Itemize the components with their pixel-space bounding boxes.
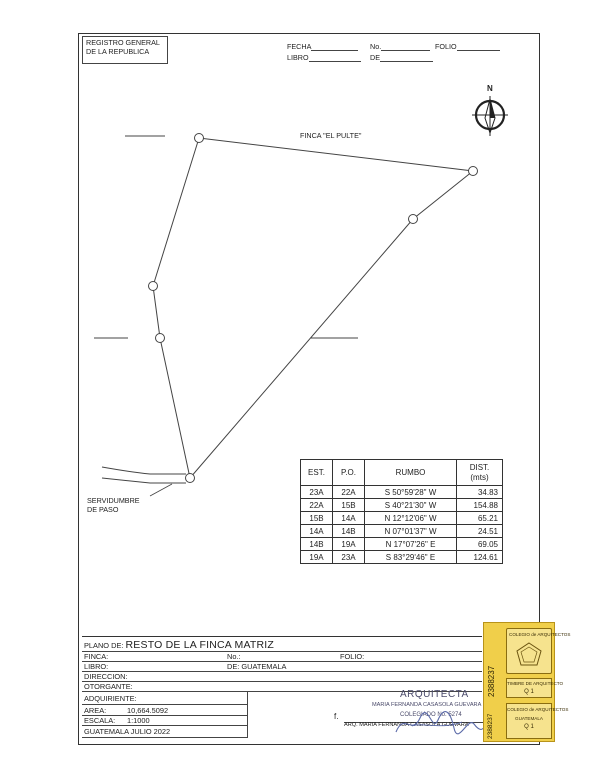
- rule: [82, 671, 482, 672]
- stamp-number-top: 2388237: [487, 665, 496, 697]
- cell-dist: 24.51: [457, 525, 503, 538]
- easement-leader: [150, 484, 172, 496]
- col-rumbo: RUMBO: [365, 460, 457, 486]
- registry-line-1: REGISTRO GENERAL: [86, 38, 160, 47]
- registry-line-2: DE LA REPUBLICA: [86, 47, 150, 56]
- title-block-divider: [247, 691, 248, 738]
- otorgante-label: OTORGANTE:: [84, 682, 133, 691]
- folio-label: FOLIO: [435, 42, 457, 51]
- arq-name-printed: ARQ. MARIA FERNANDA CASASOLA GUEVARA: [344, 722, 469, 728]
- signature-scribble: [392, 706, 492, 740]
- colegiado-stamp: COLEGIADO No. 5274: [400, 712, 462, 718]
- cell-po: 14A: [333, 512, 365, 525]
- escala-label: ESCALA:: [84, 716, 116, 725]
- cell-po: 22A: [333, 486, 365, 499]
- north-arrow-icon: [472, 96, 508, 136]
- north-label: N: [487, 84, 493, 93]
- stamp-quetzal-top: Q 1: [524, 689, 534, 695]
- table-row: [301, 551, 503, 564]
- stamp-guatemala-label: GUATEMALA: [515, 716, 543, 721]
- easement-road-upper: [102, 467, 186, 474]
- stamp-timbre: [506, 678, 564, 698]
- cell-rumbo: N 12°12'06" W: [365, 512, 457, 525]
- col-dist-unit: (mts): [470, 472, 489, 482]
- table-row: [301, 512, 503, 525]
- plano-de-field: [84, 639, 274, 651]
- easement-label-1: SERVIDUMBRE: [87, 496, 140, 505]
- cell-rumbo: S 40°21'30" W: [365, 499, 457, 512]
- survey-table-header: [301, 460, 503, 486]
- title-block-top-rule: [82, 636, 482, 637]
- libro-label: LIBRO: [287, 53, 309, 62]
- area-label: AREA:: [84, 706, 107, 715]
- stamp-college-label: COLEGIO de ARQUITECTOS: [509, 632, 571, 637]
- de-value: DE: GUATEMALA: [227, 662, 287, 671]
- stamp-timbre-label: TIMBRE DE ARQUITECTO: [507, 681, 564, 686]
- cell-dist: 154.88: [457, 499, 503, 512]
- col-dist: [457, 460, 503, 486]
- cell-est: 15B: [301, 512, 333, 525]
- cell-rumbo: S 50°59'28" W: [365, 486, 457, 499]
- vertex-15B: [186, 474, 195, 483]
- fecha-label: FECHA: [287, 42, 312, 51]
- cell-dist: 69.05: [457, 538, 503, 551]
- cell-dist: 34.83: [457, 486, 503, 499]
- cell-rumbo: N 07°01'37" W: [365, 525, 457, 538]
- stamp-lower: [506, 703, 569, 739]
- table-row: [301, 538, 503, 551]
- cell-po: 23A: [333, 551, 365, 564]
- place-date: GUATEMALA JULIO 2022: [84, 727, 171, 736]
- cell-est: 19A: [301, 551, 333, 564]
- arq-name-stamp: MARIA FERNANDA CASASOLA GUEVARA: [372, 702, 482, 708]
- cell-est: 14B: [301, 538, 333, 551]
- stamp-number-bottom: 2388237: [487, 713, 494, 739]
- cell-est: 23A: [301, 486, 333, 499]
- signature-f: f.: [334, 712, 339, 721]
- rule: [82, 651, 482, 652]
- vertex-19A: [149, 282, 158, 291]
- escala-value: 1:1000: [127, 716, 150, 725]
- stamp-emblem: [506, 628, 571, 674]
- cell-po: 15B: [333, 499, 365, 512]
- no-label: No.:: [227, 652, 241, 661]
- libro-label: LIBRO:: [84, 662, 109, 671]
- vertex-22A: [469, 167, 478, 176]
- neighbor-label: FINCA "EL PULTE": [300, 131, 362, 140]
- no-label: No.: [370, 42, 382, 51]
- col-est: EST.: [301, 460, 333, 486]
- de-label: DE: [370, 53, 380, 62]
- table-row: [301, 486, 503, 499]
- folio-label: FOLIO:: [340, 652, 365, 661]
- direccion-label: DIRECCION:: [84, 672, 128, 681]
- cell-po: 19A: [333, 538, 365, 551]
- col-dist-label: DIST.: [469, 462, 490, 472]
- rule: [82, 725, 247, 726]
- rule: [82, 704, 247, 705]
- property-boundary: [153, 138, 473, 478]
- cell-rumbo: N 17°07'26" E: [365, 538, 457, 551]
- col-po: P.O.: [333, 460, 365, 486]
- cell-est: 14A: [301, 525, 333, 538]
- survey-table: [300, 459, 503, 564]
- table-row: [301, 499, 503, 512]
- area-value: 10,664.5092: [127, 706, 169, 715]
- stamp-college2-label: COLEGIO de ARQUITECTOS: [507, 707, 569, 712]
- arquitecta-stamp: ARQUITECTA: [400, 689, 469, 700]
- plano-de-value: RESTO DE LA FINCA MATRIZ: [125, 639, 275, 651]
- plano-de-label: PLANO DE:: [84, 641, 124, 650]
- rule: [82, 681, 482, 682]
- easement-road-lower: [102, 478, 186, 483]
- vertex-23A: [195, 134, 204, 143]
- architect-stamps: [483, 622, 571, 742]
- table-row: [301, 525, 503, 538]
- cell-dist: 65.21: [457, 512, 503, 525]
- cell-est: 22A: [301, 499, 333, 512]
- easement-label-2: DE PASO: [87, 505, 119, 514]
- finca-label: FINCA:: [84, 652, 109, 661]
- adquiriente-label: ADQUIRIENTE:: [84, 694, 137, 703]
- title-block: [82, 636, 482, 740]
- rule: [82, 737, 247, 738]
- stamp-quetzal-bottom: Q 1: [524, 724, 534, 730]
- cell-po: 14B: [333, 525, 365, 538]
- vertex-mid: [409, 215, 418, 224]
- vertex-14A: [156, 334, 165, 343]
- cell-dist: 124.61: [457, 551, 503, 564]
- cell-rumbo: S 83°29'46" E: [365, 551, 457, 564]
